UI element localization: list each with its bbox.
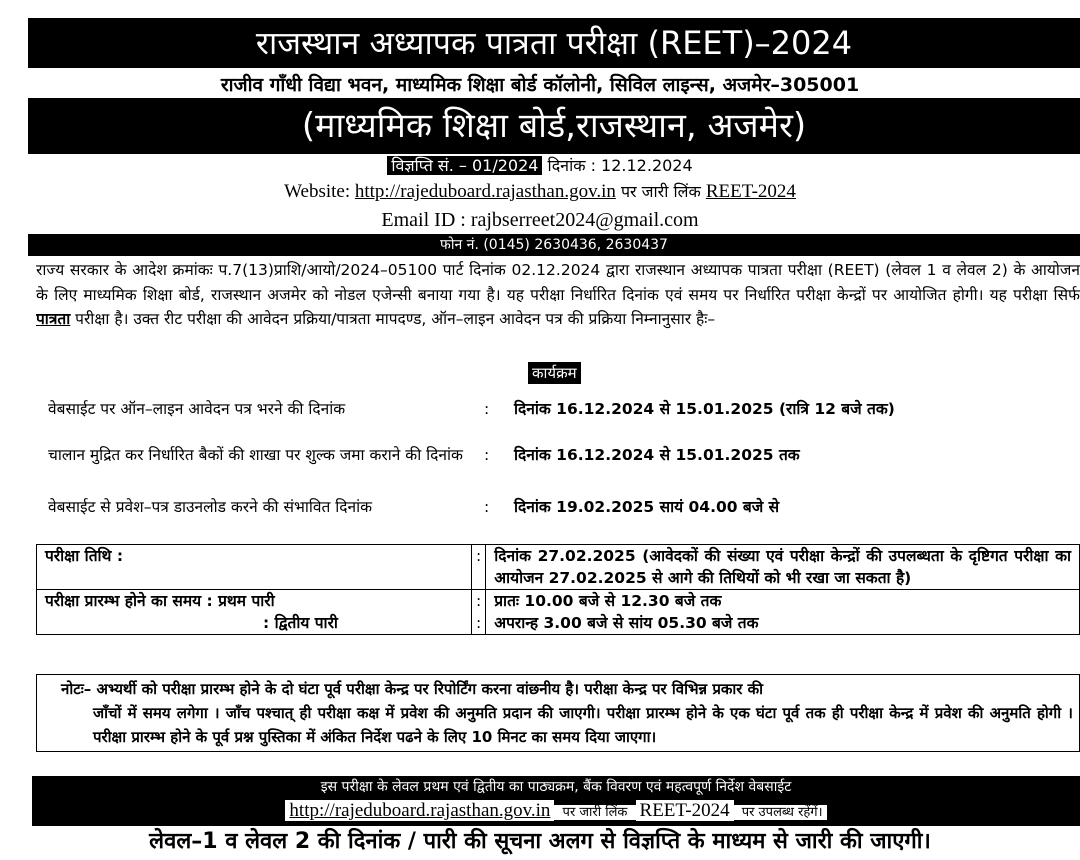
exam-time-colon: : <box>476 592 482 610</box>
exam-date-label: परीक्षा तिथि : <box>37 545 472 590</box>
footer-reet-link[interactable]: REET-2024 <box>636 800 734 821</box>
notice-number: विज्ञप्ति सं. – 01/2024 <box>387 156 542 175</box>
schedule-colon: : <box>484 446 490 464</box>
footer-end: पर उपलब्ध रहेंगें। <box>734 805 827 820</box>
exam-date-value: दिनांक 27.02.2025 (आवेदकों की संख्या एवं परीक्षा केन्द्रों की उपलब्धता के दृष्टिगत परीक्षा का आयोजन 27.02.2025 से आगे की तिथियों को भी रखा जा सकता है) <box>486 545 1080 590</box>
notice-date: दिनांक : 12.12.2024 <box>547 156 693 175</box>
schedule-value: दिनांक 19.02.2025 सायं 04.00 बजे से <box>514 498 780 516</box>
exam-date-colon: : <box>472 545 486 590</box>
footer-line-2 <box>32 798 1080 826</box>
intro-paragraph <box>36 258 1080 358</box>
intro-emphasis: पात्रता <box>36 310 71 328</box>
final-notice-line: लेवल–1 व लेवल 2 की दिनांक / पारी की सूचना अलग से विज्ञप्ति के माध्यम से जारी की जाएगी। <box>149 829 931 854</box>
intro-text-1: राज्य सरकार के आदेश क्रमांकः प.7(13)प्राशि/आयो/2024–05100 पार्ट दिनांक 02.12.2024 द्वारा राजस्थान अध्यापक पात्रता परीक्षा (REET) (लेवल 1 व लेवल 2) के आयोजन के लिए माध्यमिक शिक्षा बोर्ड, राजस्थान अजमेर को नोडल एजेन्सी बनाया गया है। यह परीक्षा निर्धारित दिनांक एवं समय पर निर्धारित परीक्षा केन्द्रों पर आयोजित होगी। यह परीक्षा सिर्फ <box>36 261 1080 304</box>
exam-time-colon: : <box>476 614 482 632</box>
reet-link[interactable]: REET-2024 <box>705 181 796 202</box>
footer-mid: पर जारी लिंक <box>554 805 635 820</box>
note-first-line: नोटः– अभ्यर्थी को परीक्षा प्रारम्भ होने के दो घंटा पूर्व परीक्षा केन्द्र पर रिपोर्टिंग करना वांछनीय है। परीक्षा केन्द्र पर विभिन्न प्रकार की <box>61 680 764 698</box>
exam-time-label-cell <box>37 590 472 635</box>
schedule-colon: : <box>484 400 490 418</box>
email-line: Email ID : rajbserreet2024@gmail.com <box>381 209 699 231</box>
exam-date-row <box>37 545 1080 590</box>
exam-table <box>36 544 1080 635</box>
schedule-colon: : <box>484 498 490 516</box>
website-mid-text: पर जारी लिंक <box>615 182 706 201</box>
board-name: (माध्यमिक शिक्षा बोर्ड,राजस्थान, अजमेर) <box>28 98 1080 154</box>
website-url-link[interactable]: http://rajeduboard.rajasthan.gov.in <box>354 181 616 202</box>
notice-number-line <box>0 154 1080 178</box>
note-rest: जाँचों में समय लगेगा । जाँच पश्चात् ही परीक्षा कक्ष में प्रवेश की अनुमति प्रदान की जाएगी। परीक्षा प्रारम्भ होने के एक घंटा पूर्व तक ही परीक्षा केन्द्र में प्रवेश की अनुमति होगी । परीक्षा प्रारम्भ होने के पूर्व प्रश्न पुस्तिका में अंकित निर्देश पढने के लिए 10 मिनट का समय दिया जाएगा। <box>93 704 1073 746</box>
schedule-value: दिनांक 16.12.2024 से 15.01.2025 तक <box>514 446 800 464</box>
exam-time-value-cell <box>486 590 1080 635</box>
footer-box <box>32 776 1080 826</box>
schedule-label: वेबसाईट पर ऑन–लाइन आवेदन पत्र भरने की दिनांक <box>48 400 346 418</box>
exam-time-label: परीक्षा प्रारम्भ होने का समय : प्रथम पारी <box>45 592 275 610</box>
board-address: राजीव गाँधी विद्या भवन, माध्यमिक शिक्षा बोर्ड कॉलोनी, सिविल लाइन्स, अजमेर–305001 <box>220 74 860 96</box>
exam-title: राजस्थान अध्यापक पात्रता परीक्षा (REET)–2024 <box>28 18 1080 68</box>
schedule-label: चालान मुद्रित कर निर्धारित बैकों की शाखा पर शुल्क जमा कराने की दिनांक <box>48 446 463 464</box>
exam-time-value-1: प्रातः 10.00 बजे से 12.30 बजे तक <box>494 592 722 610</box>
exam-shift2-label: : द्वितीय पारी <box>263 614 338 632</box>
website-prefix: Website: <box>284 181 355 202</box>
exam-time-value-2: अपरान्ह 3.00 बजे से सांय 05.30 बजे तक <box>494 614 759 632</box>
phone-line: फोन नं. (0145) 2630436, 2630437 <box>28 234 1080 256</box>
website-line <box>0 178 1080 206</box>
programme-heading: कार्यक्रम <box>528 362 581 384</box>
schedule-value: दिनांक 16.12.2024 से 15.01.2025 (रात्रि 12 बजे तक) <box>514 400 895 418</box>
intro-text-2: परीक्षा है। उक्त रीट परीक्षा की आवेदन प्रक्रिया/पात्रता मापदण्ड, ऑन–लाइन आवेदन पत्र की प्रक्रिया निम्नानुसार हैः– <box>70 310 716 328</box>
exam-time-row <box>37 590 1080 635</box>
note-box <box>36 674 1080 752</box>
footer-line-1: इस परीक्षा के लेवल प्रथम एवं द्वितीय का पाठ्यक्रम, बैंक विवरण एवं महत्वपूर्ण निर्देश वेबसाईट <box>320 779 792 795</box>
schedule-label: वेबसाईट से प्रवेश–पत्र डाउनलोड करने की संभावित दिनांक <box>48 498 373 516</box>
footer-url-link[interactable]: http://rajeduboard.rajasthan.gov.in <box>289 800 551 821</box>
exam-time-colon-cell <box>472 590 486 635</box>
